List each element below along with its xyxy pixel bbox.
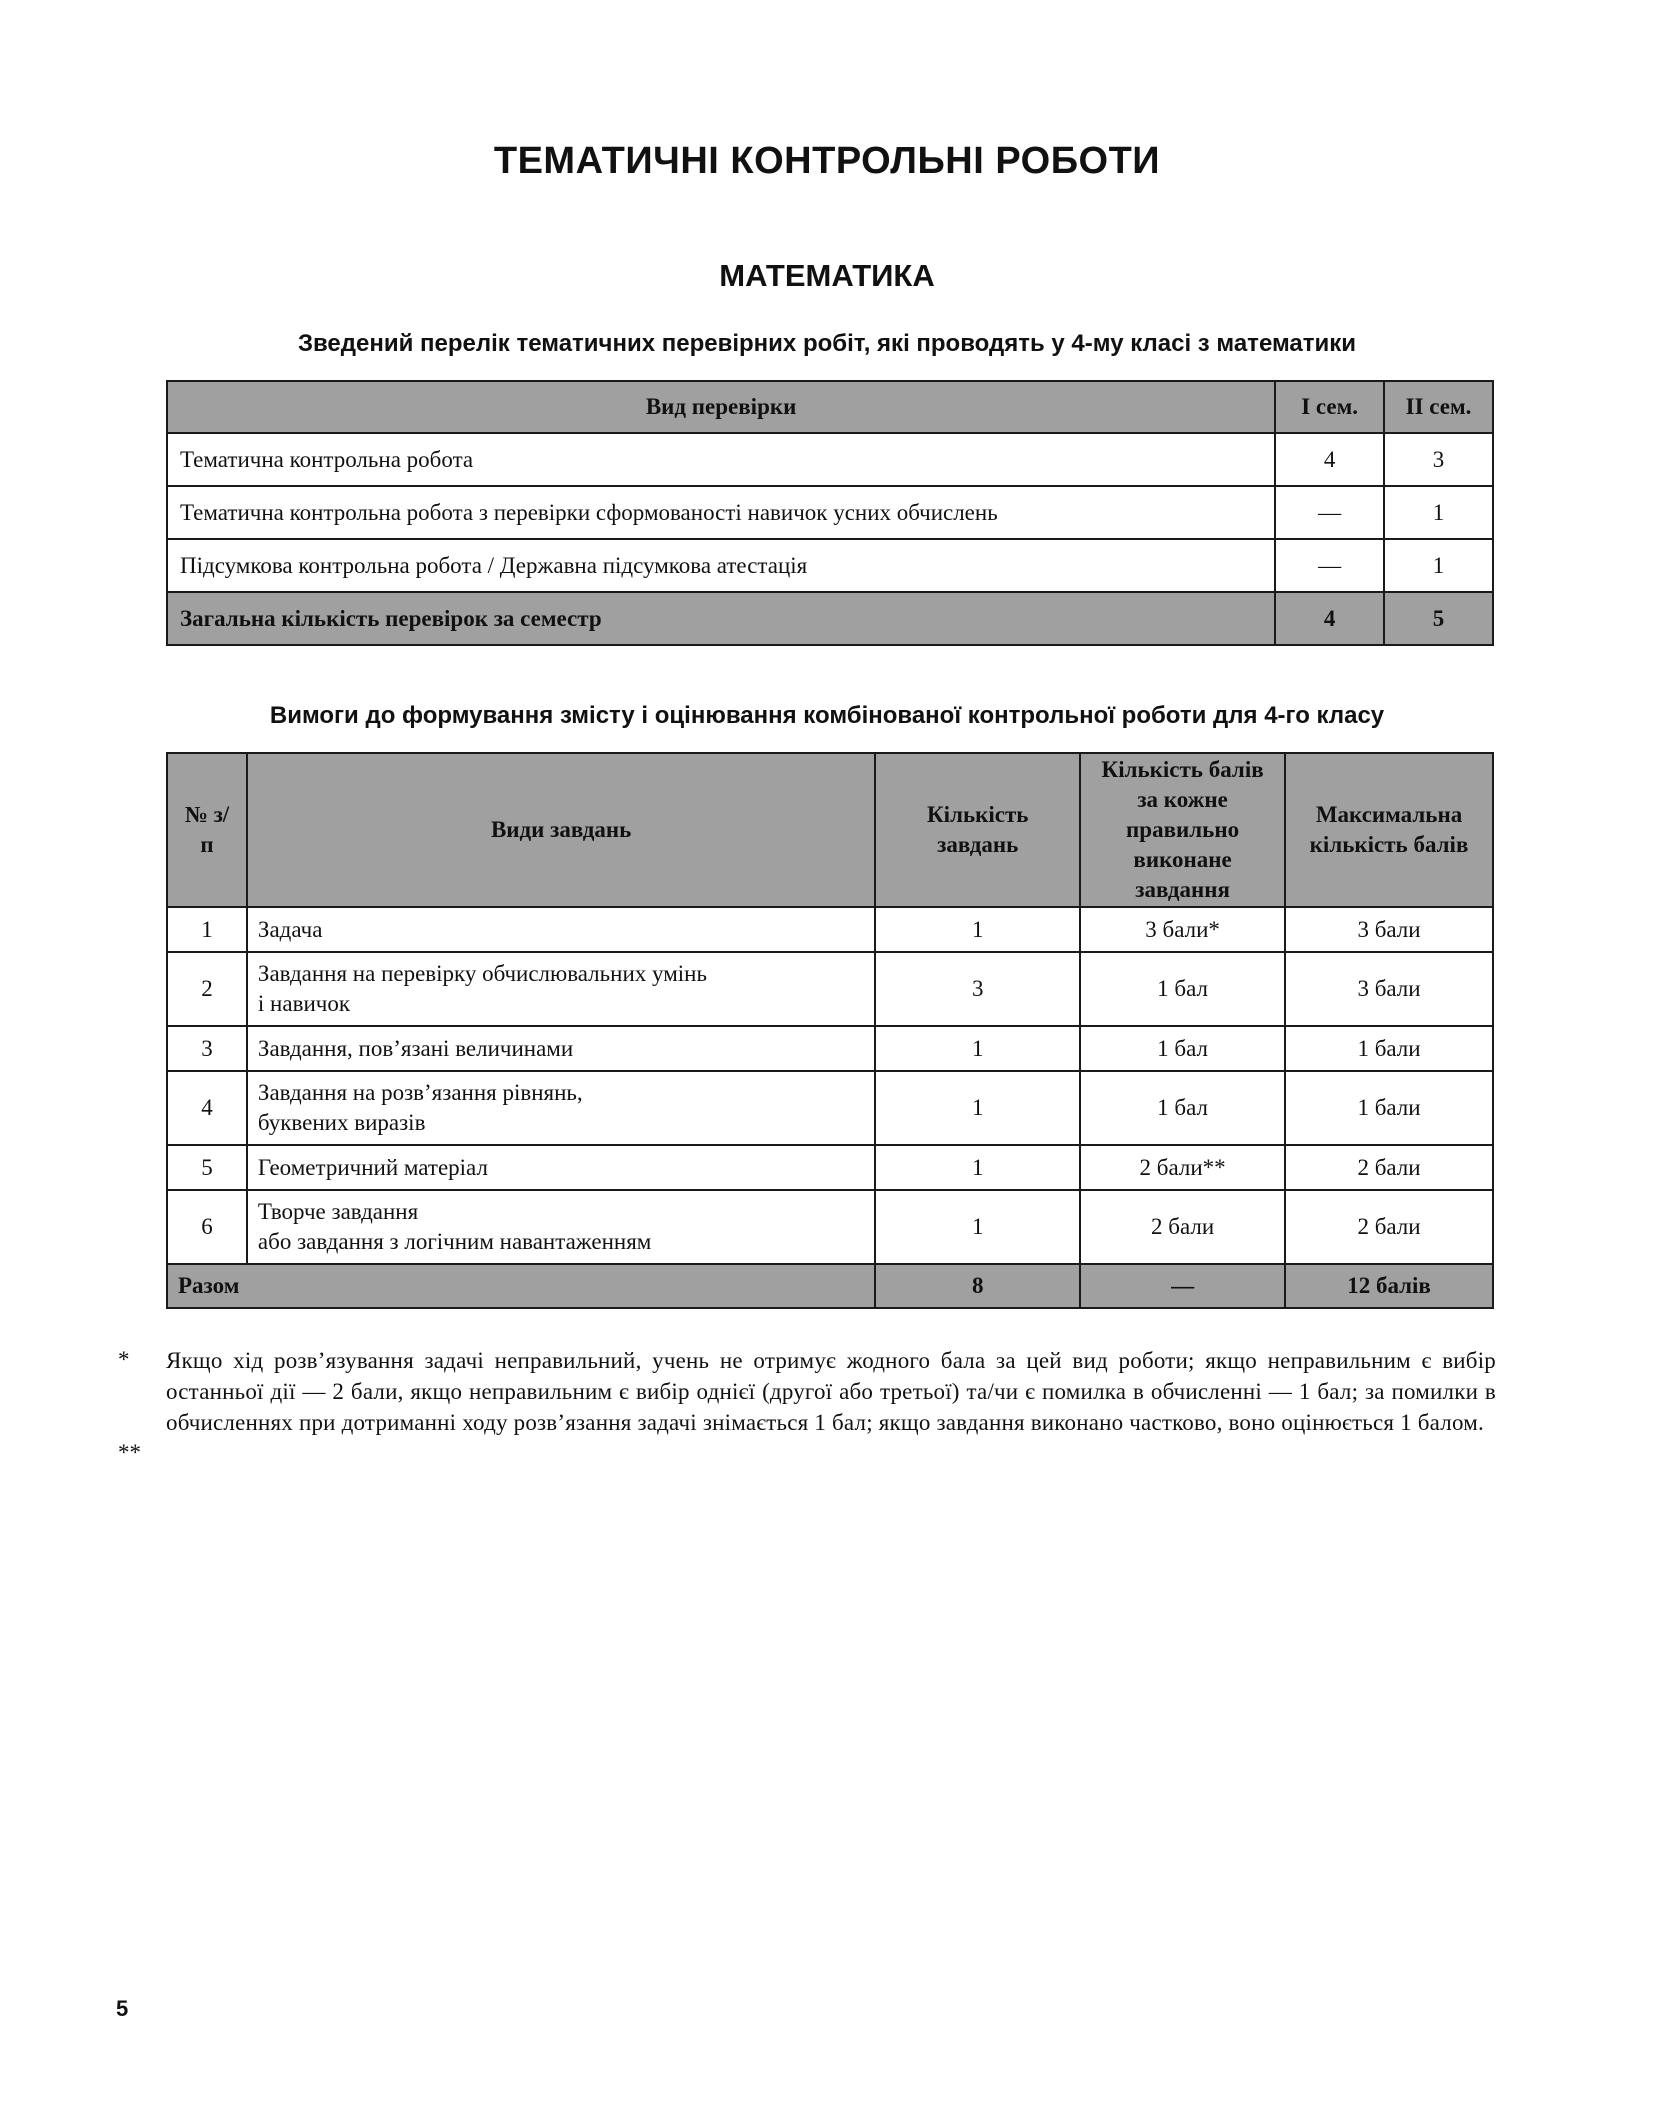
cell-task-line1: Задача	[257, 916, 323, 942]
cell-task-line1: Геометричний матеріал	[257, 1154, 488, 1180]
cell-num: 2	[167, 952, 247, 1026]
header-num-text: № з/п	[184, 802, 230, 857]
cell-task-type	[247, 1145, 875, 1190]
cell-task-type	[247, 1190, 875, 1264]
table1-caption: Зведений перелік тематичних перевірних робіт, які проводять у 4-му класі з математики	[297, 330, 1357, 357]
total-label: Загальна кількість перевірок за семестр	[167, 592, 1275, 645]
cell-num: 5	[167, 1145, 247, 1190]
cell-task-count: 1	[875, 1071, 1080, 1145]
cell-task-line1: Завдання на перевірку обчислювальних умінь	[257, 961, 707, 986]
table-total-row	[167, 592, 1493, 645]
cell-check-type: Тематична контрольна робота	[167, 433, 1275, 486]
header-num	[167, 753, 247, 907]
cell-sem1: —	[1275, 539, 1384, 592]
cell-task-line1: Завдання на розв’язання рівнянь,	[257, 1080, 583, 1105]
header-sem2: ІІ сем.	[1384, 381, 1493, 433]
cell-sem2: 1	[1384, 486, 1493, 539]
cell-check-type: Підсумкова контрольна робота / Державна підсумкова атестація	[167, 539, 1275, 592]
cell-sem1: 4	[1275, 433, 1384, 486]
cell-points-each: 2 бали	[1080, 1190, 1285, 1264]
header-task-count	[875, 753, 1080, 907]
footnote-mark-single: *	[118, 1347, 130, 1372]
page-number: 5	[116, 1996, 129, 2021]
cell-points-each: 1 бал	[1080, 952, 1285, 1026]
header-max-points	[1285, 753, 1493, 907]
cell-num: 1	[167, 907, 247, 952]
cell-task-count: 3	[875, 952, 1080, 1026]
total-points-each: —	[1080, 1264, 1285, 1308]
cell-max-points: 2 бали	[1285, 1190, 1493, 1264]
cell-task-type	[247, 1071, 875, 1145]
header-sem1: І сем.	[1275, 381, 1384, 433]
table-row	[167, 952, 1493, 1026]
cell-num: 6	[167, 1190, 247, 1264]
table-header-row	[167, 753, 1493, 907]
cell-task-line1: Творче завдання	[257, 1199, 419, 1224]
table-row	[167, 907, 1493, 952]
table-row	[167, 433, 1493, 486]
cell-num: 3	[167, 1026, 247, 1071]
footnote-mark-double: **	[118, 1440, 141, 1465]
cell-task-type	[247, 952, 875, 1026]
table-row	[167, 1190, 1493, 1264]
cell-num: 4	[167, 1071, 247, 1145]
total-sem2: 5	[1384, 592, 1493, 645]
total-label: Разом	[167, 1264, 875, 1308]
cell-max-points: 1 бали	[1285, 1026, 1493, 1071]
table-total-row	[167, 1264, 1493, 1308]
cell-task-line2: буквених виразів	[257, 1110, 426, 1135]
cell-max-points: 3 бали	[1285, 952, 1493, 1026]
cell-task-line2: і навичок	[257, 991, 350, 1016]
cell-task-count: 1	[875, 1145, 1080, 1190]
cell-sem2: 1	[1384, 539, 1493, 592]
table-row	[167, 1026, 1493, 1071]
cell-sem2: 3	[1384, 433, 1493, 486]
total-max-points: 12 балів	[1285, 1264, 1493, 1308]
footnote-text: Якщо хід розв’язування задачі неправильний, учень не отримує жодного бала за цей вид роботи; якщо неправильним є вибір останньої дії — 2 бали, якщо неправильним є вибір однієї (другої або третьої) та/чи є помилка в обчисленні — 1 бал; за помилки в обчисленнях при дотриманні ходу розв’язання задачі знімається 1 бал; якщо завдання виконано частково, воно оцінюється 1 балом.	[166, 1348, 1496, 1435]
header-max-points-text: Максимальна кількість балів	[1309, 802, 1469, 857]
table-header-row	[167, 381, 1493, 433]
cell-check-type: Тематична контрольна робота з перевірки сформованості навичок усних обчислень	[167, 486, 1275, 539]
checks-summary-table	[166, 380, 1494, 646]
table-row	[167, 1071, 1493, 1145]
table-row	[167, 486, 1493, 539]
cell-task-count: 1	[875, 907, 1080, 952]
cell-max-points: 2 бали	[1285, 1145, 1493, 1190]
header-check-type: Вид перевірки	[167, 381, 1275, 433]
cell-points-each: 1 бал	[1080, 1026, 1285, 1071]
total-sem1: 4	[1275, 592, 1384, 645]
cell-task-count: 1	[875, 1026, 1080, 1071]
total-task-count: 8	[875, 1264, 1080, 1308]
subject-heading: МАТЕМАТИКА	[719, 258, 935, 293]
table-row	[167, 1145, 1493, 1190]
table2-caption: Вимоги до формування змісту і оцінювання комбінованої контрольної роботи для 4-го класу	[269, 702, 1385, 729]
cell-points-each: 2 бали**	[1080, 1145, 1285, 1190]
header-points-each	[1080, 753, 1285, 907]
cell-task-line2: або завдання з логічним навантаженням	[257, 1229, 652, 1254]
cell-points-each: 1 бал	[1080, 1071, 1285, 1145]
cell-task-type	[247, 907, 875, 952]
test-requirements-table	[166, 752, 1494, 1309]
cell-sem1: —	[1275, 486, 1384, 539]
header-task-type: Види завдань	[247, 753, 875, 907]
table-row	[167, 539, 1493, 592]
header-task-count-text: Кількість завдань	[927, 802, 1029, 857]
cell-max-points: 1 бали	[1285, 1071, 1493, 1145]
cell-task-type	[247, 1026, 875, 1071]
cell-task-line1: Завдання, пов’язані величинами	[257, 1035, 574, 1061]
cell-points-each: 3 бали*	[1080, 907, 1285, 952]
page-title: ТЕМАТИЧНІ КОНТРОЛЬНІ РОБОТИ	[493, 140, 1161, 182]
cell-max-points: 3 бали	[1285, 907, 1493, 952]
header-points-each-text: Кількість балів за кожне правильно виконане завдання	[1101, 757, 1264, 902]
cell-task-count: 1	[875, 1190, 1080, 1264]
